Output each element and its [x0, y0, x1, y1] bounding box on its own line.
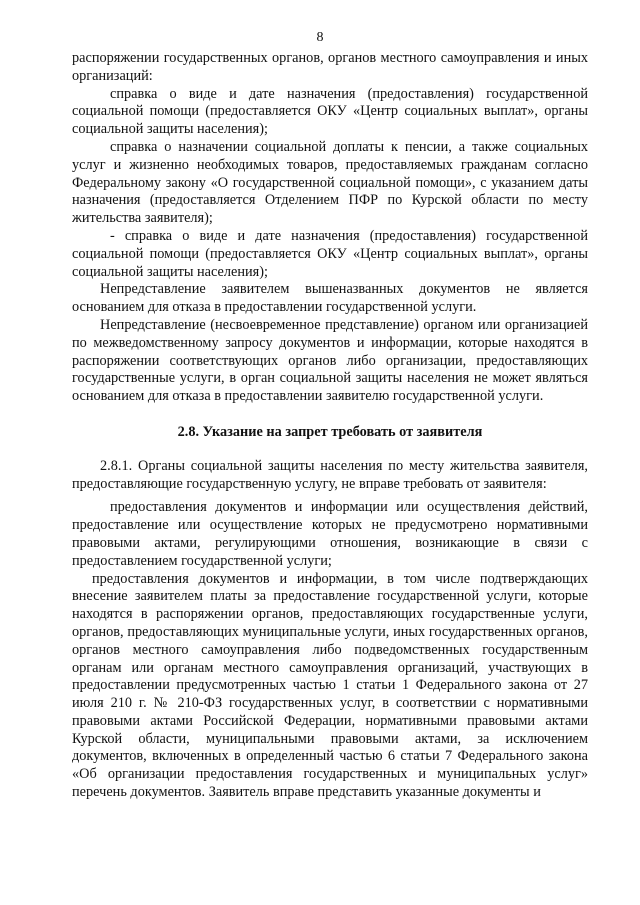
paragraph: Непредставление (несвоевременное представление) органом или организацией по межведомственному запросу документов и информации, которые находятся в распоряжении соответствующих органов либо организации, предоставляющих государственные услуги, в орган социальной защиты населения не может являться основанием для отказа в предоставлении заявителю государственной услуги. — [72, 316, 588, 405]
paragraph: справка о назначении социальной доплаты к пенсии, а также социальных услуг и жизненно необходимых товаров, предоставляемых гражданам согласно Федеральному закону «О государственной социальной помощи», с указанием даты назначения (предоставляется Отделением ПФР по Курской области по месту жительства заявителя); — [72, 138, 588, 227]
paragraph: справка о виде и дате назначения (предоставления) государственной социальной помощи (предоставляется ОКУ «Центр социальных выплат», органы социальной защиты населения); — [72, 85, 588, 138]
paragraph: распоряжении государственных органов, органов местного самоуправления и иных организаций: — [72, 50, 588, 84]
section-heading: 2.8. Указание на запрет требовать от заявителя — [177, 423, 483, 440]
paragraph: Непредставление заявителем вышеназванных документов не является основанием для отказа в предоставлении государственной услуги. — [72, 281, 588, 316]
paragraph: предоставления документов и информации или осуществления действий, предоставление или осуществление которых не предусмотрено нормативными правовыми актами, регулирующими отношения, возникающие в связи с предоставлением государственной услуги; — [72, 499, 588, 569]
document-body — [72, 50, 588, 802]
paragraph: предоставления документов и информации, в том числе подтверждающих внесение заявителем платы за предоставление государственной услуги, которые находятся в распоряжении органов, предоставляющих государственные услуги, органов, предоставляющих муниципальные услуги, иных государственных органов, органов местного самоуправления либо подведомственных государственным органам или органам местного самоуправления организаций, участвующих в предоставлении предусмотренных частью 1 статьи 1 Федерального закона от 27 июля 210 г. № 210-ФЗ государственных услуг, в соответствии с нормативными правовыми актами Российской Федерации, нормативными правовыми актами Курской области, муниципальными правовыми актами, за исключением документов, включенных в определенный частью 6 статьи 7 Федерального закона «Об организации предоставления государственных и муниципальных услуг» перечень документов. Заявитель вправе представить указанные документы и — [72, 570, 588, 801]
paragraph: - справка о виде и дате назначения (предоставления) государственной социальной помощи (предоставляется ОКУ «Центр социальных выплат», органы социальной защиты населения); — [72, 227, 588, 280]
paragraph: 2.8.1. Органы социальной защиты населения по месту жительства заявителя, предоставляющие государственную услугу, не вправе требовать от заявителя: — [72, 457, 588, 492]
page-number: 8 — [316, 30, 324, 45]
